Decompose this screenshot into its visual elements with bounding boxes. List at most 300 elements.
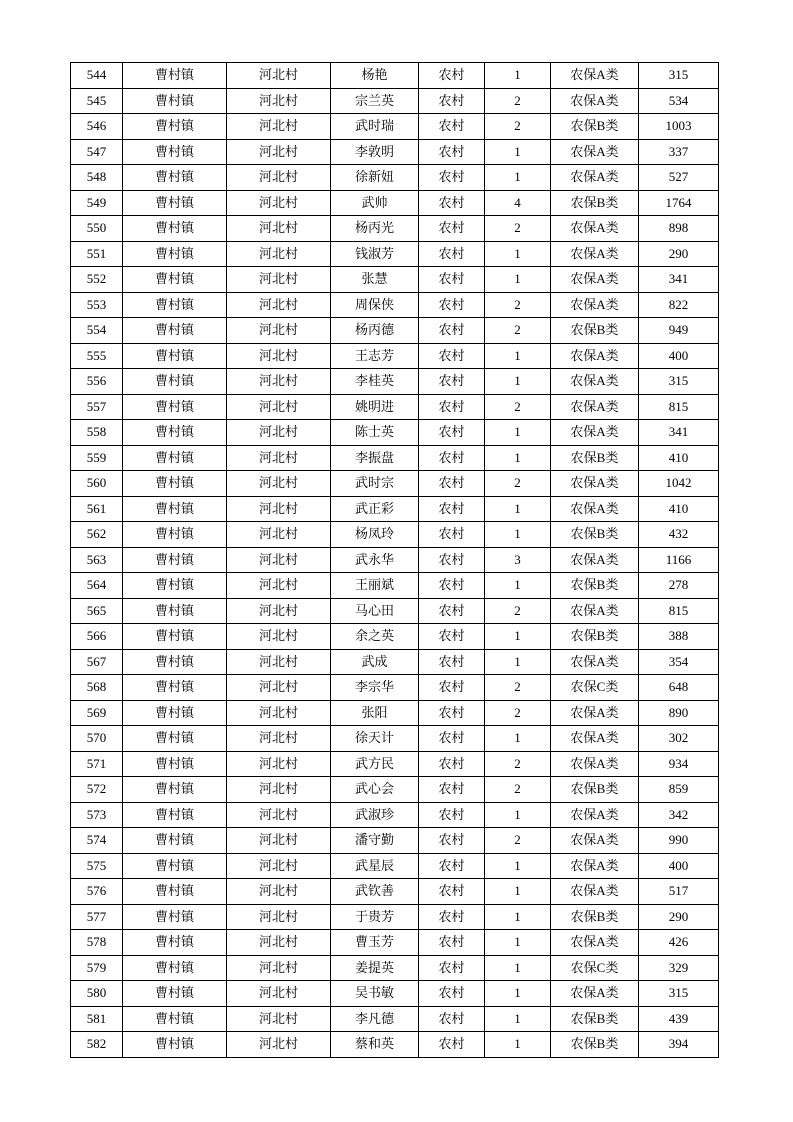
cell-village: 河北村	[227, 522, 331, 548]
cell-village: 河北村	[227, 624, 331, 650]
cell-count: 1	[485, 904, 551, 930]
cell-village: 河北村	[227, 649, 331, 675]
cell-amount: 534	[639, 88, 719, 114]
table-row	[71, 394, 719, 420]
cell-sequence: 574	[71, 828, 123, 854]
cell-sequence: 579	[71, 955, 123, 981]
cell-village: 河北村	[227, 471, 331, 497]
cell-village: 河北村	[227, 190, 331, 216]
cell-town: 曹村镇	[123, 1006, 227, 1032]
cell-count: 1	[485, 165, 551, 191]
cell-town: 曹村镇	[123, 981, 227, 1007]
cell-amount: 400	[639, 343, 719, 369]
cell-name: 杨艳	[331, 63, 419, 89]
table-row	[71, 267, 719, 293]
cell-count: 2	[485, 318, 551, 344]
cell-town: 曹村镇	[123, 139, 227, 165]
cell-category: 农保B类	[551, 445, 639, 471]
cell-village: 河北村	[227, 777, 331, 803]
cell-amount: 815	[639, 394, 719, 420]
cell-category: 农保A类	[551, 726, 639, 752]
cell-sequence: 573	[71, 802, 123, 828]
cell-count: 3	[485, 547, 551, 573]
table-row	[71, 726, 719, 752]
cell-count: 2	[485, 777, 551, 803]
cell-name: 潘守勤	[331, 828, 419, 854]
cell-name: 武时瑞	[331, 114, 419, 140]
cell-amount: 400	[639, 853, 719, 879]
cell-amount: 432	[639, 522, 719, 548]
table-row	[71, 165, 719, 191]
cell-sequence: 580	[71, 981, 123, 1007]
cell-amount: 341	[639, 267, 719, 293]
table-row	[71, 114, 719, 140]
cell-category: 农保A类	[551, 802, 639, 828]
cell-village: 河北村	[227, 981, 331, 1007]
cell-town: 曹村镇	[123, 879, 227, 905]
table-row	[71, 598, 719, 624]
cell-category: 农保B类	[551, 318, 639, 344]
cell-type: 农村	[419, 700, 485, 726]
cell-town: 曹村镇	[123, 394, 227, 420]
cell-name: 武永华	[331, 547, 419, 573]
cell-category: 农保A类	[551, 267, 639, 293]
table-row	[71, 292, 719, 318]
table-row	[71, 139, 719, 165]
cell-type: 农村	[419, 471, 485, 497]
cell-type: 农村	[419, 139, 485, 165]
cell-sequence: 545	[71, 88, 123, 114]
cell-amount: 337	[639, 139, 719, 165]
cell-village: 河北村	[227, 675, 331, 701]
cell-category: 农保A类	[551, 828, 639, 854]
cell-type: 农村	[419, 1006, 485, 1032]
cell-count: 1	[485, 63, 551, 89]
cell-name: 陈士英	[331, 420, 419, 446]
cell-town: 曹村镇	[123, 267, 227, 293]
cell-town: 曹村镇	[123, 88, 227, 114]
cell-category: 农保A类	[551, 165, 639, 191]
cell-name: 李宗华	[331, 675, 419, 701]
cell-count: 1	[485, 981, 551, 1007]
table-row	[71, 879, 719, 905]
cell-sequence: 544	[71, 63, 123, 89]
cell-count: 2	[485, 700, 551, 726]
cell-name: 武时宗	[331, 471, 419, 497]
cell-amount: 410	[639, 496, 719, 522]
cell-count: 1	[485, 726, 551, 752]
cell-category: 农保A类	[551, 700, 639, 726]
cell-type: 农村	[419, 981, 485, 1007]
cell-amount: 290	[639, 241, 719, 267]
cell-category: 农保A类	[551, 471, 639, 497]
cell-name: 余之英	[331, 624, 419, 650]
cell-amount: 315	[639, 63, 719, 89]
cell-sequence: 563	[71, 547, 123, 573]
cell-name: 武正彩	[331, 496, 419, 522]
cell-amount: 410	[639, 445, 719, 471]
table-row	[71, 930, 719, 956]
cell-type: 农村	[419, 216, 485, 242]
cell-sequence: 553	[71, 292, 123, 318]
cell-town: 曹村镇	[123, 904, 227, 930]
cell-count: 2	[485, 216, 551, 242]
cell-village: 河北村	[227, 165, 331, 191]
cell-town: 曹村镇	[123, 598, 227, 624]
cell-category: 农保A类	[551, 930, 639, 956]
cell-name: 杨丙德	[331, 318, 419, 344]
cell-town: 曹村镇	[123, 496, 227, 522]
cell-category: 农保A类	[551, 547, 639, 573]
cell-category: 农保A类	[551, 981, 639, 1007]
cell-count: 1	[485, 879, 551, 905]
cell-village: 河北村	[227, 292, 331, 318]
cell-name: 武心会	[331, 777, 419, 803]
cell-sequence: 558	[71, 420, 123, 446]
cell-type: 农村	[419, 343, 485, 369]
table-row	[71, 573, 719, 599]
cell-village: 河北村	[227, 241, 331, 267]
cell-sequence: 566	[71, 624, 123, 650]
cell-type: 农村	[419, 726, 485, 752]
cell-town: 曹村镇	[123, 624, 227, 650]
cell-count: 1	[485, 522, 551, 548]
cell-amount: 354	[639, 649, 719, 675]
cell-village: 河北村	[227, 700, 331, 726]
cell-category: 农保B类	[551, 114, 639, 140]
cell-category: 农保A类	[551, 394, 639, 420]
cell-type: 农村	[419, 369, 485, 395]
cell-amount: 388	[639, 624, 719, 650]
cell-count: 1	[485, 1032, 551, 1058]
cell-amount: 302	[639, 726, 719, 752]
cell-name: 宗兰英	[331, 88, 419, 114]
cell-village: 河北村	[227, 114, 331, 140]
cell-amount: 934	[639, 751, 719, 777]
cell-category: 农保B类	[551, 777, 639, 803]
cell-village: 河北村	[227, 318, 331, 344]
cell-category: 农保B类	[551, 904, 639, 930]
cell-name: 王丽斌	[331, 573, 419, 599]
cell-type: 农村	[419, 241, 485, 267]
cell-amount: 315	[639, 981, 719, 1007]
cell-name: 张慧	[331, 267, 419, 293]
cell-town: 曹村镇	[123, 445, 227, 471]
cell-sequence: 567	[71, 649, 123, 675]
cell-amount: 426	[639, 930, 719, 956]
cell-type: 农村	[419, 624, 485, 650]
cell-village: 河北村	[227, 828, 331, 854]
cell-village: 河北村	[227, 598, 331, 624]
cell-category: 农保B类	[551, 190, 639, 216]
table-row	[71, 369, 719, 395]
table-row	[71, 522, 719, 548]
cell-name: 李桂英	[331, 369, 419, 395]
subsidy-table	[70, 62, 719, 1058]
cell-sequence: 565	[71, 598, 123, 624]
cell-category: 农保A类	[551, 879, 639, 905]
cell-town: 曹村镇	[123, 802, 227, 828]
cell-count: 1	[485, 420, 551, 446]
cell-type: 农村	[419, 114, 485, 140]
cell-type: 农村	[419, 267, 485, 293]
cell-category: 农保B类	[551, 573, 639, 599]
cell-village: 河北村	[227, 63, 331, 89]
cell-amount: 517	[639, 879, 719, 905]
cell-sequence: 561	[71, 496, 123, 522]
table-row	[71, 828, 719, 854]
cell-sequence: 577	[71, 904, 123, 930]
cell-count: 2	[485, 394, 551, 420]
table-row	[71, 624, 719, 650]
cell-village: 河北村	[227, 955, 331, 981]
cell-count: 2	[485, 88, 551, 114]
table-row	[71, 751, 719, 777]
cell-town: 曹村镇	[123, 547, 227, 573]
cell-category: 农保A类	[551, 343, 639, 369]
cell-sequence: 570	[71, 726, 123, 752]
cell-village: 河北村	[227, 369, 331, 395]
cell-sequence: 547	[71, 139, 123, 165]
cell-count: 1	[485, 496, 551, 522]
cell-village: 河北村	[227, 547, 331, 573]
table-row	[71, 802, 719, 828]
cell-sequence: 581	[71, 1006, 123, 1032]
table-row	[71, 904, 719, 930]
cell-amount: 290	[639, 904, 719, 930]
cell-sequence: 575	[71, 853, 123, 879]
table-row	[71, 955, 719, 981]
cell-town: 曹村镇	[123, 930, 227, 956]
cell-sequence: 564	[71, 573, 123, 599]
cell-amount: 342	[639, 802, 719, 828]
cell-town: 曹村镇	[123, 190, 227, 216]
cell-type: 农村	[419, 165, 485, 191]
cell-sequence: 569	[71, 700, 123, 726]
cell-town: 曹村镇	[123, 700, 227, 726]
cell-name: 姜提英	[331, 955, 419, 981]
cell-type: 农村	[419, 955, 485, 981]
cell-count: 1	[485, 445, 551, 471]
cell-sequence: 554	[71, 318, 123, 344]
cell-sequence: 549	[71, 190, 123, 216]
cell-name: 徐新妞	[331, 165, 419, 191]
cell-amount: 439	[639, 1006, 719, 1032]
cell-count: 1	[485, 573, 551, 599]
cell-name: 马心田	[331, 598, 419, 624]
cell-type: 农村	[419, 1032, 485, 1058]
table-row	[71, 241, 719, 267]
cell-village: 河北村	[227, 343, 331, 369]
table-row	[71, 496, 719, 522]
cell-count: 1	[485, 853, 551, 879]
cell-type: 农村	[419, 649, 485, 675]
cell-town: 曹村镇	[123, 318, 227, 344]
cell-category: 农保C类	[551, 675, 639, 701]
cell-town: 曹村镇	[123, 649, 227, 675]
cell-type: 农村	[419, 394, 485, 420]
cell-town: 曹村镇	[123, 241, 227, 267]
cell-town: 曹村镇	[123, 751, 227, 777]
cell-count: 1	[485, 343, 551, 369]
table-row	[71, 318, 719, 344]
cell-name: 张阳	[331, 700, 419, 726]
cell-amount: 1764	[639, 190, 719, 216]
table-row	[71, 675, 719, 701]
cell-amount: 890	[639, 700, 719, 726]
cell-category: 农保A类	[551, 369, 639, 395]
cell-count: 1	[485, 649, 551, 675]
cell-town: 曹村镇	[123, 114, 227, 140]
cell-type: 农村	[419, 598, 485, 624]
cell-town: 曹村镇	[123, 420, 227, 446]
cell-village: 河北村	[227, 216, 331, 242]
cell-type: 农村	[419, 802, 485, 828]
cell-category: 农保A类	[551, 241, 639, 267]
cell-type: 农村	[419, 318, 485, 344]
cell-amount: 341	[639, 420, 719, 446]
cell-category: 农保A类	[551, 853, 639, 879]
cell-village: 河北村	[227, 496, 331, 522]
cell-count: 1	[485, 624, 551, 650]
cell-sequence: 551	[71, 241, 123, 267]
cell-name: 李振盘	[331, 445, 419, 471]
cell-name: 蔡和英	[331, 1032, 419, 1058]
cell-amount: 949	[639, 318, 719, 344]
cell-category: 农保A类	[551, 598, 639, 624]
cell-count: 1	[485, 267, 551, 293]
cell-sequence: 555	[71, 343, 123, 369]
cell-town: 曹村镇	[123, 471, 227, 497]
cell-village: 河北村	[227, 853, 331, 879]
table-row	[71, 1006, 719, 1032]
cell-village: 河北村	[227, 394, 331, 420]
cell-name: 武淑珍	[331, 802, 419, 828]
cell-sequence: 557	[71, 394, 123, 420]
table-row	[71, 343, 719, 369]
cell-type: 农村	[419, 522, 485, 548]
cell-name: 徐天计	[331, 726, 419, 752]
table-row	[71, 190, 719, 216]
cell-name: 姚明进	[331, 394, 419, 420]
cell-town: 曹村镇	[123, 292, 227, 318]
cell-amount: 859	[639, 777, 719, 803]
table-row	[71, 216, 719, 242]
cell-name: 杨凤玲	[331, 522, 419, 548]
cell-count: 2	[485, 292, 551, 318]
cell-name: 武星辰	[331, 853, 419, 879]
cell-name: 吴书敏	[331, 981, 419, 1007]
cell-type: 农村	[419, 828, 485, 854]
cell-town: 曹村镇	[123, 522, 227, 548]
cell-category: 农保A类	[551, 216, 639, 242]
cell-category: 农保B类	[551, 1032, 639, 1058]
cell-count: 1	[485, 1006, 551, 1032]
cell-town: 曹村镇	[123, 573, 227, 599]
cell-amount: 898	[639, 216, 719, 242]
cell-town: 曹村镇	[123, 955, 227, 981]
cell-amount: 527	[639, 165, 719, 191]
cell-count: 2	[485, 471, 551, 497]
cell-village: 河北村	[227, 573, 331, 599]
cell-town: 曹村镇	[123, 369, 227, 395]
cell-sequence: 578	[71, 930, 123, 956]
cell-village: 河北村	[227, 1006, 331, 1032]
table-row	[71, 1032, 719, 1058]
cell-category: 农保A类	[551, 751, 639, 777]
cell-count: 2	[485, 828, 551, 854]
table-row	[71, 63, 719, 89]
cell-type: 农村	[419, 292, 485, 318]
cell-amount: 815	[639, 598, 719, 624]
cell-sequence: 572	[71, 777, 123, 803]
cell-town: 曹村镇	[123, 63, 227, 89]
cell-type: 农村	[419, 420, 485, 446]
cell-category: 农保A类	[551, 420, 639, 446]
cell-category: 农保A类	[551, 139, 639, 165]
cell-count: 1	[485, 139, 551, 165]
cell-village: 河北村	[227, 420, 331, 446]
table-row	[71, 88, 719, 114]
cell-amount: 1042	[639, 471, 719, 497]
cell-village: 河北村	[227, 88, 331, 114]
table-row	[71, 420, 719, 446]
table-body	[71, 63, 719, 1058]
cell-town: 曹村镇	[123, 853, 227, 879]
cell-count: 2	[485, 598, 551, 624]
cell-village: 河北村	[227, 1032, 331, 1058]
cell-type: 农村	[419, 445, 485, 471]
cell-village: 河北村	[227, 930, 331, 956]
cell-amount: 1003	[639, 114, 719, 140]
cell-village: 河北村	[227, 802, 331, 828]
cell-name: 李敦明	[331, 139, 419, 165]
cell-town: 曹村镇	[123, 777, 227, 803]
cell-type: 农村	[419, 190, 485, 216]
cell-village: 河北村	[227, 267, 331, 293]
cell-village: 河北村	[227, 139, 331, 165]
cell-sequence: 576	[71, 879, 123, 905]
cell-village: 河北村	[227, 445, 331, 471]
cell-category: 农保A类	[551, 496, 639, 522]
cell-amount: 648	[639, 675, 719, 701]
cell-amount: 394	[639, 1032, 719, 1058]
cell-count: 1	[485, 241, 551, 267]
cell-amount: 990	[639, 828, 719, 854]
cell-type: 农村	[419, 496, 485, 522]
cell-amount: 329	[639, 955, 719, 981]
cell-sequence: 556	[71, 369, 123, 395]
cell-name: 杨丙光	[331, 216, 419, 242]
cell-town: 曹村镇	[123, 343, 227, 369]
table-row	[71, 445, 719, 471]
cell-type: 农村	[419, 547, 485, 573]
cell-amount: 1166	[639, 547, 719, 573]
cell-sequence: 568	[71, 675, 123, 701]
cell-sequence: 582	[71, 1032, 123, 1058]
cell-name: 李凡德	[331, 1006, 419, 1032]
cell-sequence: 562	[71, 522, 123, 548]
cell-count: 1	[485, 802, 551, 828]
cell-amount: 278	[639, 573, 719, 599]
cell-name: 曹玉芳	[331, 930, 419, 956]
cell-town: 曹村镇	[123, 726, 227, 752]
cell-sequence: 546	[71, 114, 123, 140]
cell-category: 农保A类	[551, 88, 639, 114]
cell-type: 农村	[419, 751, 485, 777]
table-row	[71, 853, 719, 879]
cell-name: 于贵芳	[331, 904, 419, 930]
